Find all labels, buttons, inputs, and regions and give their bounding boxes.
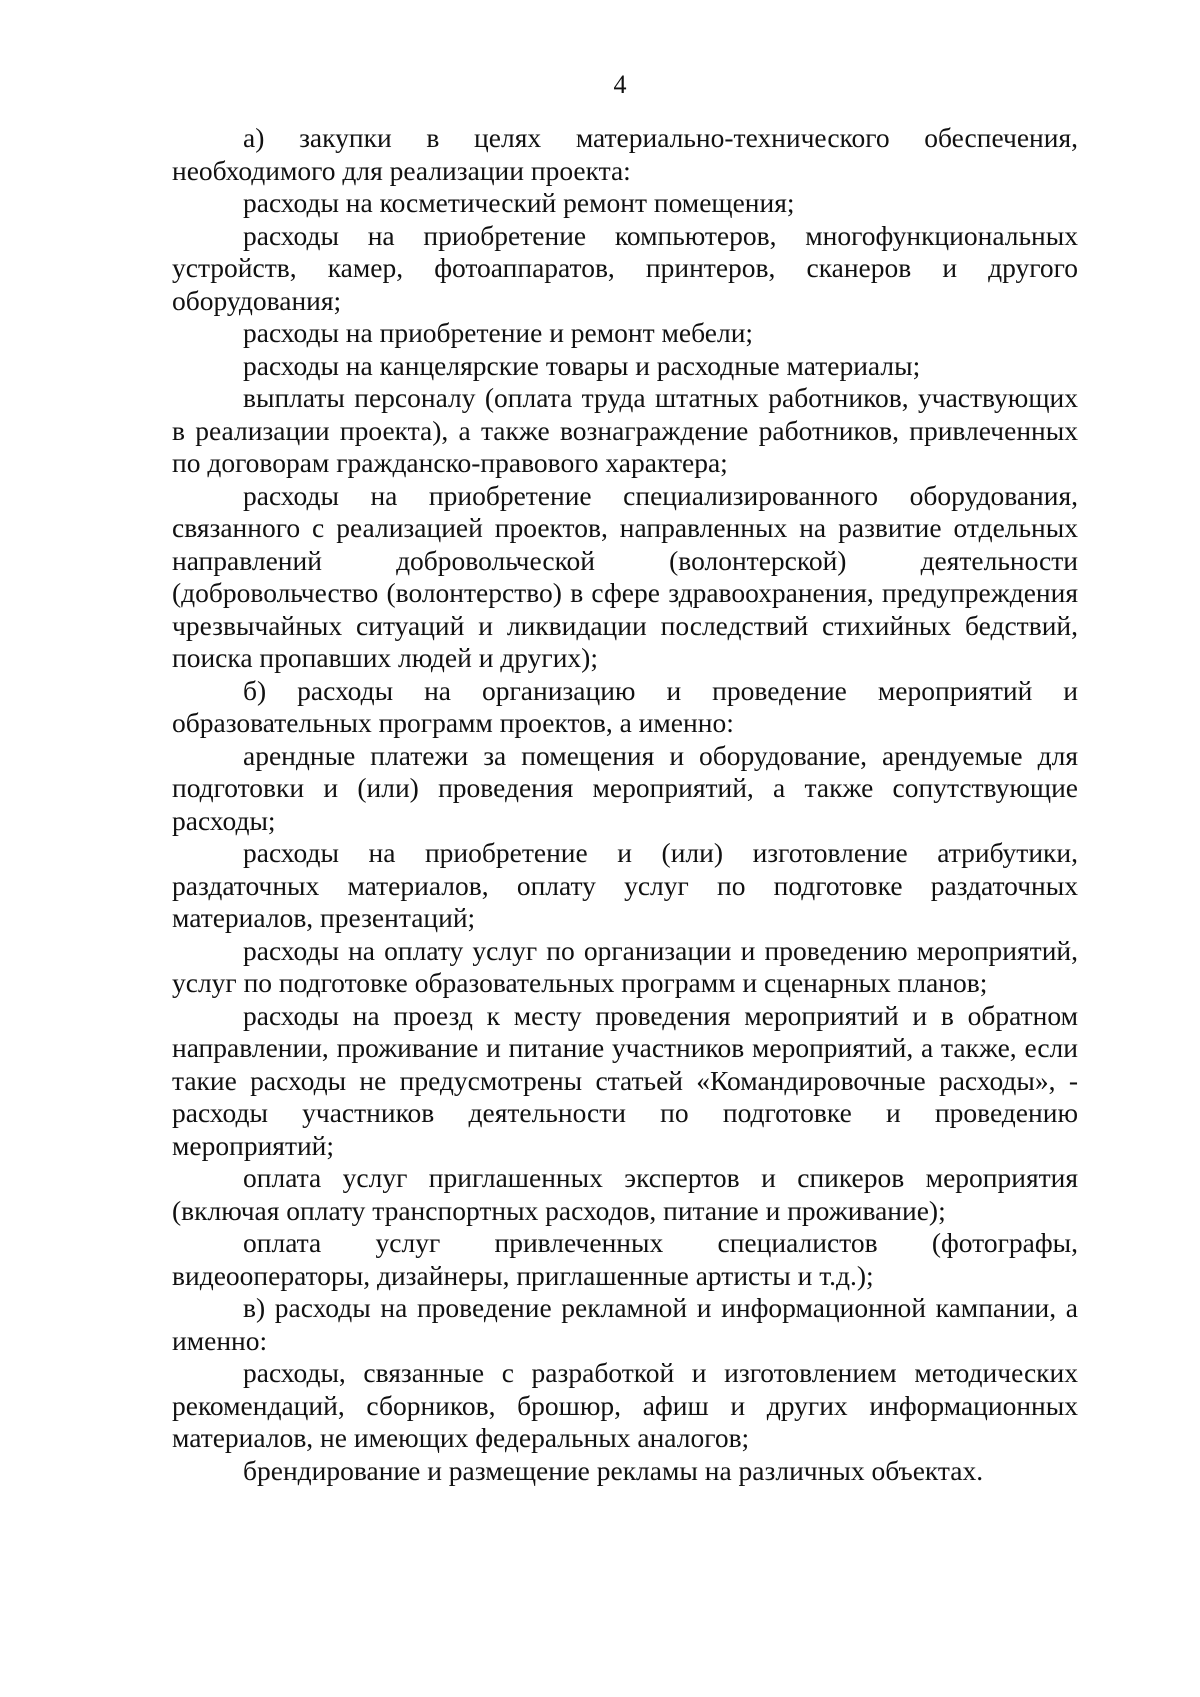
paragraph-travel: расходы на проезд к месту проведения мероприятий и в обратном направлении, проживание и питание участников мероприятий, а также, если такие расходы не предусмотрены статьей «Командировочные расходы», - расходы участников деятельности по подготовке и проведению мероприятий;: [172, 999, 1078, 1161]
paragraph-advertising-heading: в) расходы на проведение рекламной и информационной кампании, а именно:: [172, 1292, 1078, 1356]
paragraph-events-heading: б) расходы на организацию и проведение мероприятий и образовательных программ проектов, а именно:: [172, 674, 1078, 738]
paragraph-special-equipment: расходы на приобретение специализированного оборудования, связанного с реализацией проектов, направленных на развитие отдельных направлений добровольческой (волонтерской) деятельности (добровольчество (волонтерство) в сфере здравоохранения, предупреждения чрезвычайных ситуаций и ликвидации последствий стихийных бедствий, поиска пропавших людей и других);: [172, 479, 1078, 673]
paragraph-attributes: расходы на приобретение и (или) изготовление атрибутики, раздаточных материалов, оплату услуг по подготовке раздаточных материалов, презентаций;: [172, 837, 1078, 933]
paragraph-experts: оплата услуг приглашенных экспертов и спикеров мероприятия (включая оплату транспортных расходов, питание и проживание);: [172, 1162, 1078, 1226]
paragraph-furniture: расходы на приобретение и ремонт мебели;: [243, 317, 754, 348]
paragraph-procurement-heading: а) закупки в целях материально-технического обеспечения, необходимого для реализации проекта:: [172, 122, 1078, 186]
paragraph-specialists: оплата услуг привлеченных специалистов (фотографы, видеооператоры, дизайнеры, приглашенные артисты и т.д.);: [172, 1227, 1078, 1291]
page-number: 4: [613, 70, 627, 99]
paragraph-methodical-materials: расходы, связанные с разработкой и изготовлением методических рекомендаций, сборников, брошюр, афиш и других информационных материалов, не имеющих федеральных аналогов;: [172, 1357, 1078, 1453]
paragraph-computer-purchase: расходы на приобретение компьютеров, многофункциональных устройств, камер, фотоаппаратов, принтеров, сканеров и другого оборудования;: [172, 219, 1078, 316]
paragraph-branding: брендирование и размещение рекламы на различных объектах.: [243, 1454, 984, 1486]
paragraph-rent-payments: арендные платежи за помещения и оборудование, арендуемые для подготовки и (или) проведения мероприятий, а также сопутствующие расходы;: [172, 739, 1078, 836]
paragraph-cosmetic-repair: расходы на косметический ремонт помещения;: [243, 187, 795, 218]
paragraph-event-services: расходы на оплату услуг по организации и проведению мероприятий, услуг по подготовке образовательных программ и сценарных планов;: [172, 934, 1078, 998]
document-body: [172, 122, 1078, 1487]
paragraph-stationery: расходы на канцелярские товары и расходные материалы;: [243, 349, 921, 381]
paragraph-staff-payments: выплаты персоналу (оплата труда штатных работников, участвующих в реализации проекта), а также вознаграждение работников, привлеченных по договорам гражданско-правового характера;: [172, 382, 1078, 478]
